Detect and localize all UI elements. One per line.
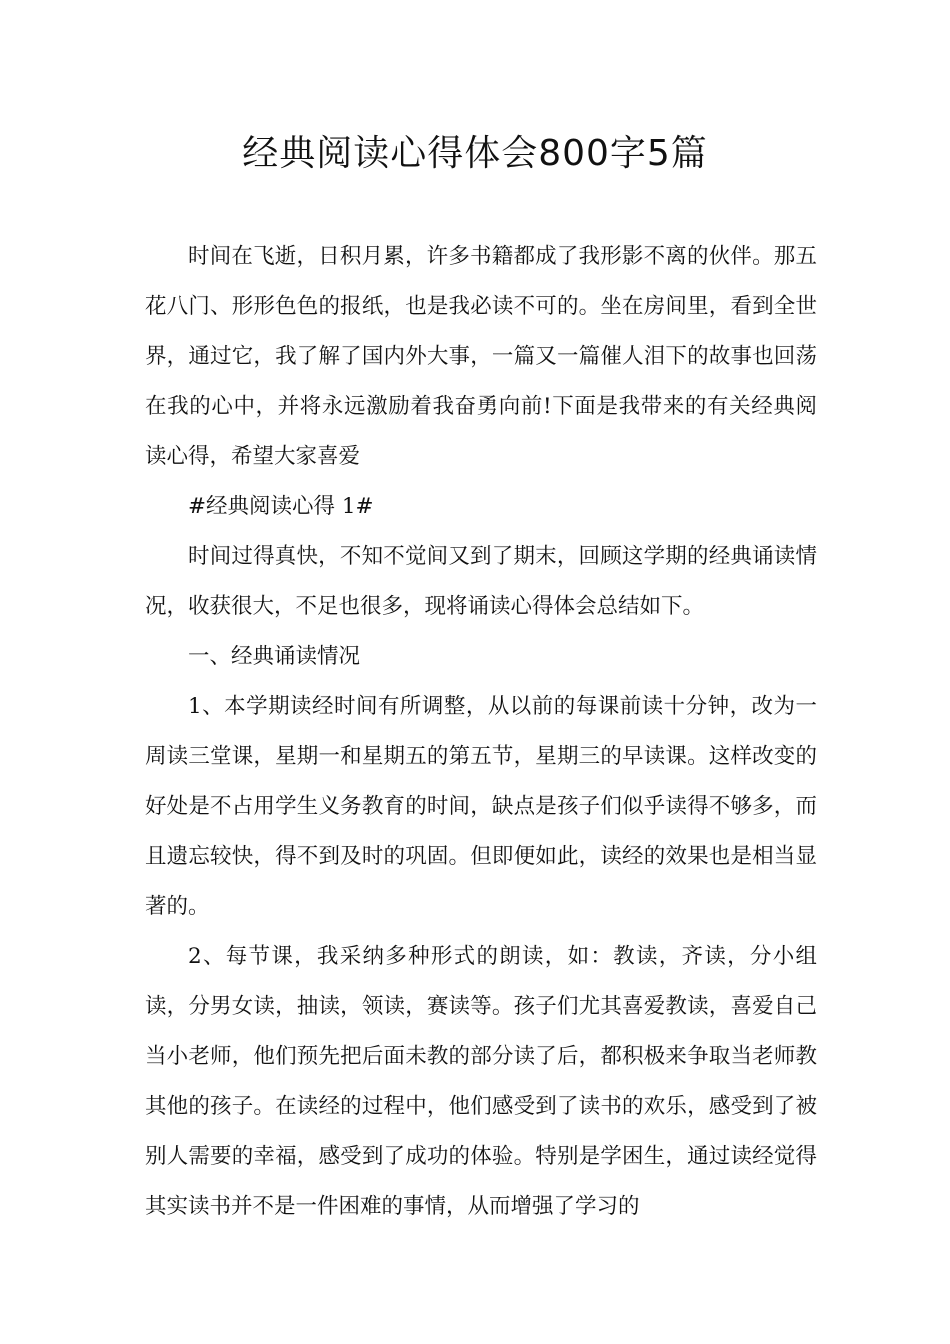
paragraph-summary: 时间过得真快，不知不觉间又到了期末，回顾这学期的经典诵读情况，收获很大，不足也很多，现将诵读心得体会总结如下。: [145, 544, 817, 619]
paragraph-point-1: 1、本学期读经时间有所调整，从以前的每课前读十分钟，改为一周读三堂课，星期一和星期五的第五节，星期三的早读课。这样改变的好处是不占用学生义务教育的时间，缺点是孩子们似乎读得不够多，而且遗忘较快，得不到及时的巩固。但即便如此，读经的效果也是相当显著的。: [145, 694, 817, 919]
subheading-reading-status: 一、经典诵读情况: [188, 644, 361, 669]
section-heading-1: #经典阅读心得 1#: [188, 494, 374, 519]
paragraph-intro: 时间在飞逝，日积月累，许多书籍都成了我形影不离的伙伴。那五花八门、形形色色的报纸，也是我必读不可的。坐在房间里，看到全世界，通过它，我了解了国内外大事，一篇又一篇催人泪下的故事也回荡在我的心中，并将永远激励着我奋勇向前!下面是我带来的有关经典阅读心得，希望大家喜爱: [145, 244, 817, 469]
document-title: 经典阅读心得体会800字5篇: [242, 133, 708, 174]
paragraph-point-2: 2、每节课，我采纳多种形式的朗读，如：教读，齐读，分小组读，分男女读，抽读，领读，赛读等。孩子们尤其喜爱教读，喜爱自己当小老师，他们预先把后面未教的部分读了后，都积极来争取当老师教其他的孩子。在读经的过程中，他们感受到了读书的欢乐，感受到了被别人需要的幸福，感受到了成功的体验。特别是学困生，通过读经觉得其实读书并不是一件困难的事情，从而增强了学习的: [145, 944, 817, 1219]
document-body: [145, 232, 817, 1232]
